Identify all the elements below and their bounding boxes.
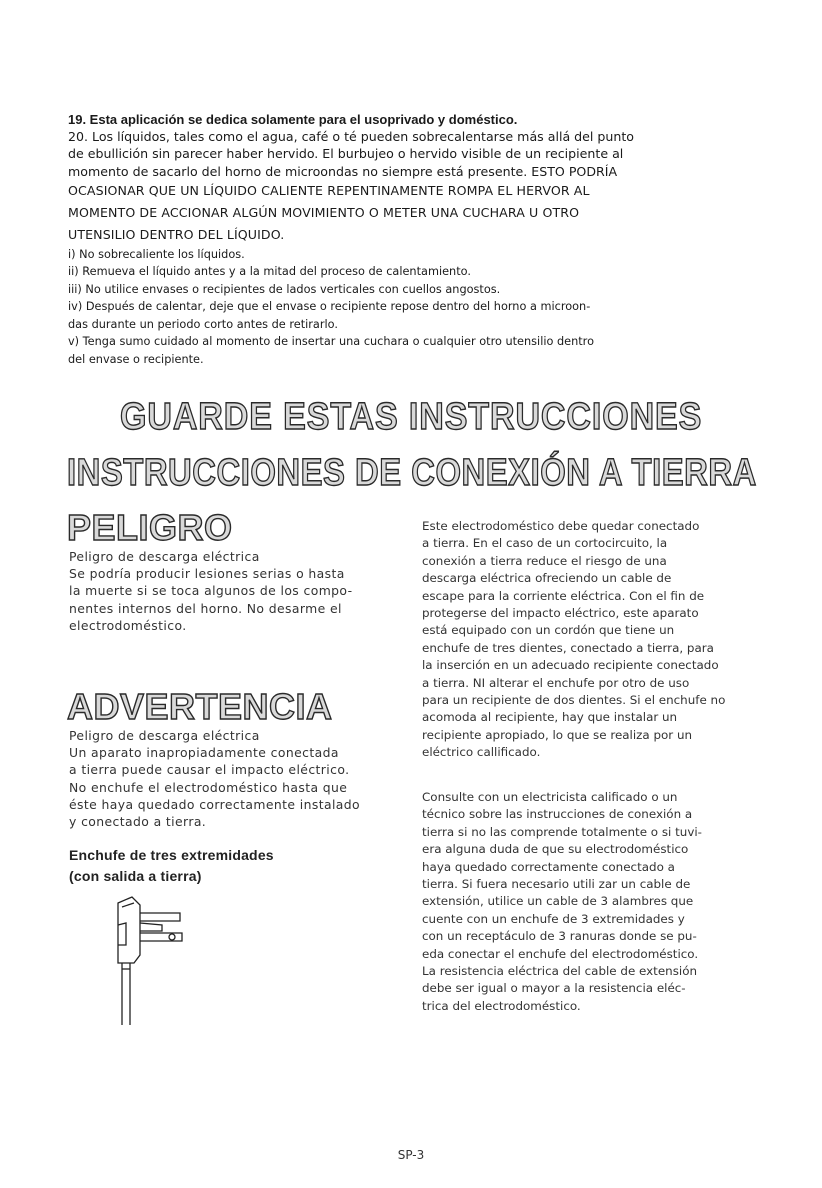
item-20-caps-line: MOMENTO DE ACCIONAR ALGÚN MOVIMIENTO O METER UNA CUCHARA U OTRO <box>68 204 580 220</box>
paragraph-line: trica del electrodoméstico. <box>422 998 581 1013</box>
subitem-v-cont: del envase o recipiente. <box>68 352 204 366</box>
grounding-paragraph-2 <box>422 789 772 1015</box>
paragraph-line: debe ser igual o mayor a la resistencia eléc- <box>422 981 686 996</box>
paragraph-line: La resistencia eléctrica del cable de extensión <box>422 964 698 979</box>
item-20-caps-line: OCASIONAR QUE UN LÍQUIDO CALIENTE REPENTINAMENTE ROMPA EL HERVOR AL <box>68 182 590 198</box>
subitem-ii: ii) Remueva el líquido antes y a la mitad del proceso de calentamiento. <box>68 265 471 279</box>
paragraph-line: a tierra. En el caso de un cortocircuito, la <box>422 536 668 551</box>
paragraph-line: para un recipiente de dos dientes. Si el enchufe no <box>422 693 726 708</box>
paragraph-line: tierra. Si fuera necesario utili zar un cable de <box>422 877 691 892</box>
paragraph-line: recipiente apropiado, lo que se realiza por un <box>422 727 693 742</box>
advertencia-line: No enchufe el electrodoméstico hasta que <box>69 779 348 795</box>
peligro-body <box>69 548 369 634</box>
paragraph-line: acomoda al recipiente, hay que instalar un <box>422 710 678 725</box>
subitem-iii: iii) No utilice envases o recipientes de lados verticales con cuellos angostos. <box>68 282 501 296</box>
peligro-line: Se podría producir lesiones serias o hasta <box>69 566 345 582</box>
advertencia-heading: ADVERTENCIA <box>67 686 333 727</box>
item-19: 19. Esta aplicación se dedica solamente para el usoprivado y doméstico. <box>68 112 518 127</box>
subitem-i: i) No sobrecaliente los líquidos. <box>68 247 245 261</box>
paragraph-line: descarga eléctrica ofreciendo un cable de <box>422 571 672 586</box>
paragraph-line: con un receptáculo de 3 ranuras donde se pu- <box>422 929 697 944</box>
subitem-iv-cont: das durante un periodo corto antes de retirarlo. <box>68 317 338 331</box>
advertencia-line: Peligro de descarga eléctrica <box>69 728 260 743</box>
paragraph-line: a tierra. NI alterar el enchufe por otro de uso <box>422 675 690 690</box>
paragraph-line: era alguna duda de que su electrodoméstico <box>422 842 689 857</box>
item-20-line: momento de sacarlo del horno de microondas no siempre está presente. ESTO PODRÍA <box>68 163 618 179</box>
page-number: SP-3 <box>397 1148 425 1162</box>
item-20-line: de ebullición sin parecer haber hervido. El burbujeo o hervido visible de un recipiente al <box>68 146 624 162</box>
three-prong-plug-icon <box>106 895 196 1035</box>
paragraph-line: escape para la corriente eléctrica. Con el fin de <box>422 588 705 603</box>
paragraph-line: eda conectar el enchufe del electrodoméstico. <box>422 946 699 961</box>
peligro-line: nentes internos del horno. No desarme el <box>69 600 342 616</box>
paragraph-line: eléctrico callificado. <box>422 745 541 760</box>
advertencia-line: a tierra puede causar el impacto eléctrico. <box>69 762 350 778</box>
paragraph-line: la inserción en un adecuado recipiente conectado <box>422 658 719 673</box>
paragraph-line: tierra si no las comprende totalmente o si tuvi- <box>422 824 702 839</box>
save-instructions-title: GUARDE ESTAS INSTRUCCIONES <box>120 396 703 438</box>
paragraph-line: cuente con un enchufe de 3 extremidades y <box>422 911 685 926</box>
paragraph-line: protegerse del impacto eléctrico, este aparato <box>422 606 699 621</box>
peligro-heading: PELIGRO <box>67 507 233 548</box>
advertencia-line: Un aparato inapropiadamente conectada <box>69 745 339 761</box>
paragraph-line: conexión a tierra reduce el riesgo de una <box>422 553 667 568</box>
paragraph-line: Consulte con un electricista calificado o un <box>422 790 678 804</box>
paragraph-line: Este electrodoméstico debe quedar conectado <box>422 519 700 533</box>
paragraph-line: técnico sobre las instrucciones de conexión a <box>422 807 693 822</box>
paragraph-line: está equipado con un cordón que tiene un <box>422 623 675 638</box>
plug-caption-line: (con salida a tierra) <box>69 867 202 884</box>
paragraph-line: extensión, utilice un cable de 3 alambres que <box>422 894 694 909</box>
paragraph-line: enchufe de tres dientes, conectado a tierra, para <box>422 640 714 655</box>
item-20-line: 20. Los líquidos, tales como el agua, café o té pueden sobrecalentarse más allá del punto <box>68 129 635 145</box>
peligro-line: electrodoméstico. <box>69 617 187 633</box>
peligro-line: Peligro de descarga eléctrica <box>69 549 260 564</box>
subitem-v: v) Tenga sumo cuidado al momento de insertar una cuchara o cualquier otro utensilio dentro <box>68 335 594 349</box>
peligro-line: la muerte si se toca algunos de los compo- <box>69 583 353 599</box>
safety-items-block <box>68 111 728 368</box>
advertencia-body <box>69 727 369 830</box>
grounding-instructions-title: INSTRUCCIONES DE CONEXIÓN A TIERRA <box>67 452 757 494</box>
subitem-iv: iv) Después de calentar, deje que el envase o recipiente repose dentro del horno a microon- <box>68 300 591 314</box>
advertencia-line: y conectado a tierra. <box>69 814 207 830</box>
item-20-caps-line: UTENSILIO DENTRO DEL LÍQUIDO. <box>68 226 285 242</box>
plug-caption <box>69 845 274 886</box>
grounding-paragraph-1 <box>422 518 772 762</box>
plug-caption-line: Enchufe de tres extremidades <box>69 847 274 863</box>
advertencia-line: éste haya quedado correctamente instalado <box>69 796 361 812</box>
paragraph-line: haya quedado correctamente conectado a <box>422 859 675 874</box>
